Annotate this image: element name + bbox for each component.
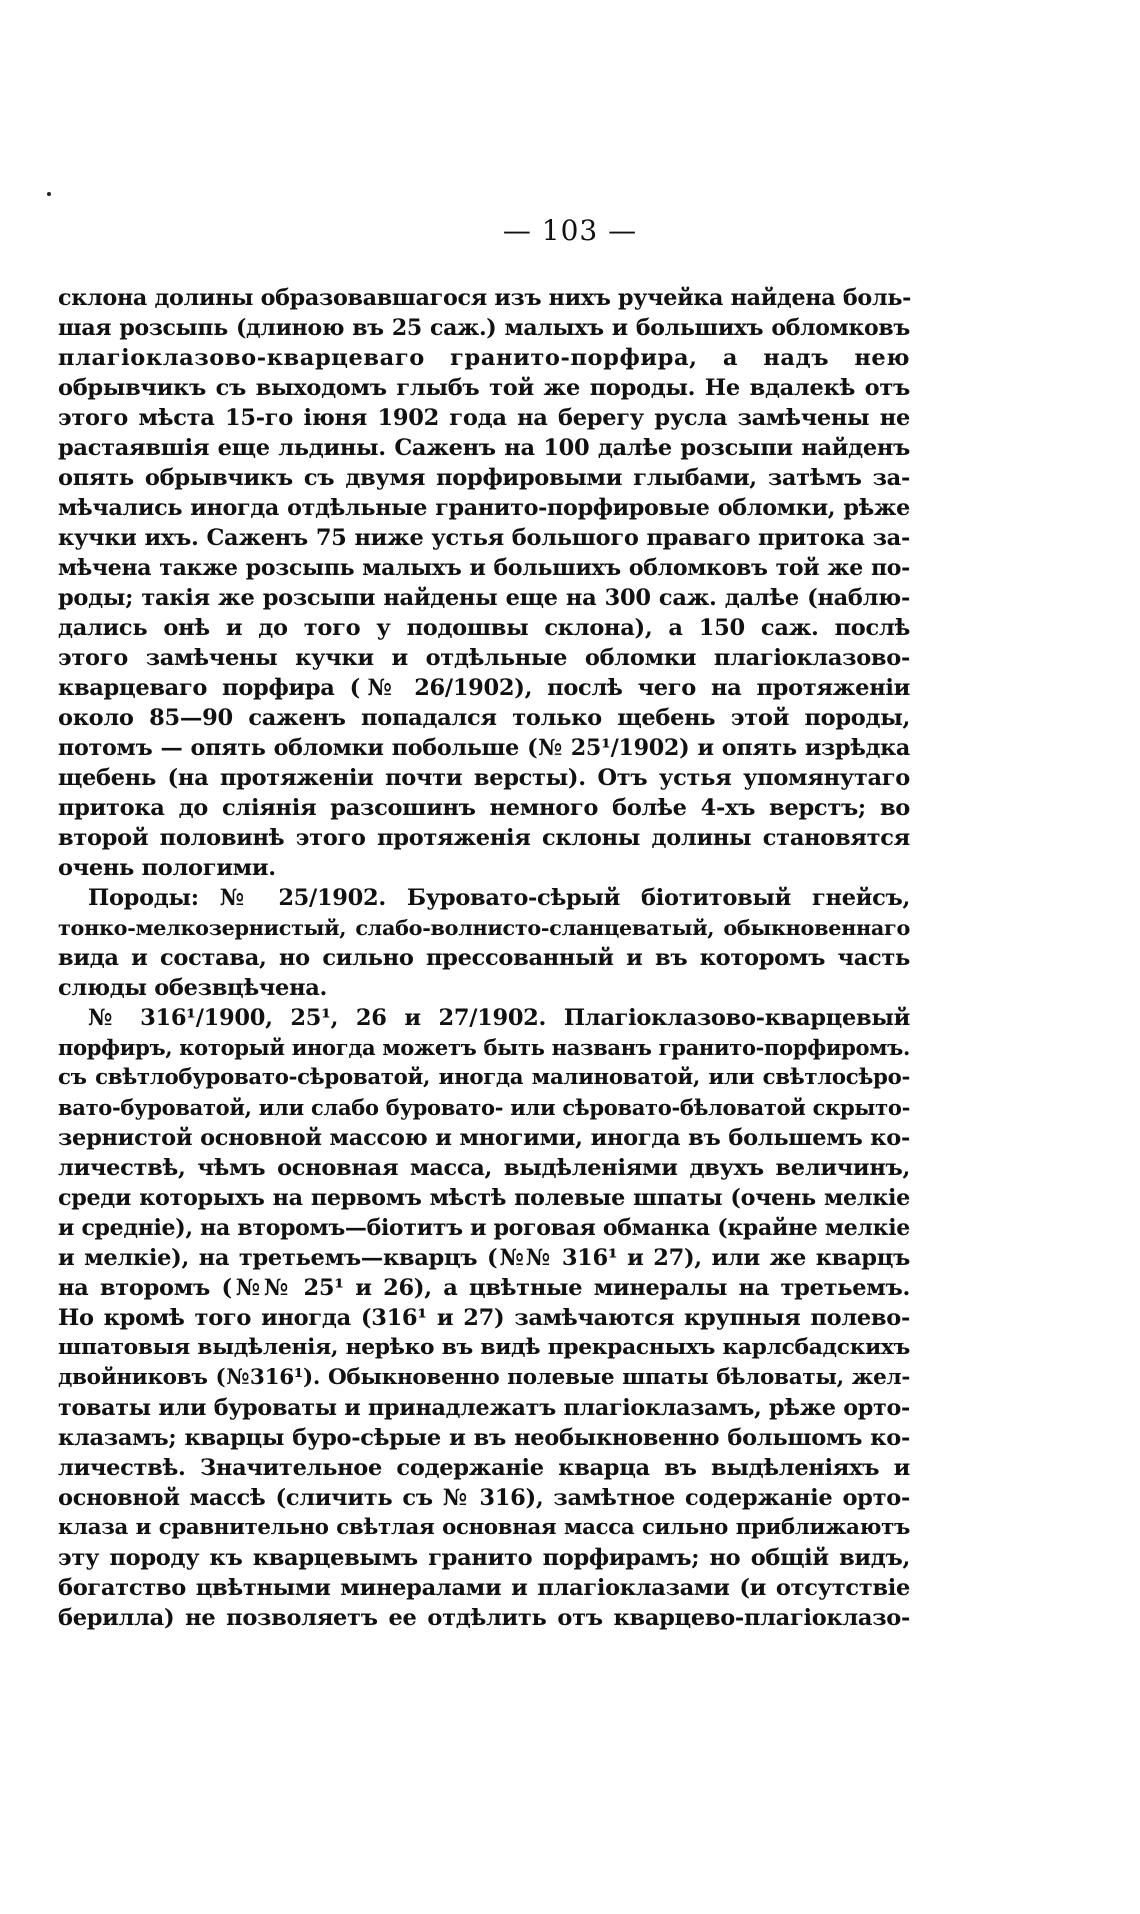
text-line: шая розсыпь (длиною въ 25 саж.) малыхъ и большихъ обломковъ xyxy=(58,315,910,341)
text-line: дались онѣ и до того у подошвы склона), а 150 саж. послѣ xyxy=(58,615,910,641)
text-line: личествѣ, чѣмъ основная масса, выдѣленіями двухъ величинъ, xyxy=(58,1155,910,1181)
text-line: растаявшія еще льдины. Саженъ на 100 далѣе розсыпи найденъ xyxy=(58,435,910,461)
text-line: вато-буроватой, или слабо буровато- или сѣровато-бѣловатой скрыто- xyxy=(58,1095,910,1120)
text-line: берилла) не позволяетъ ее отдѣлить отъ кварцево-плагіоклазо- xyxy=(58,1605,910,1631)
paragraph-end-line: слюды обезвцѣчена. xyxy=(58,975,328,1001)
paragraph-start-line: № 316¹/1900, 25¹, 26 и 27/1902. Плагіоклазово-кварцевый xyxy=(88,1005,910,1031)
text-line: опять обрывчикъ съ двумя порфировыми глыбами, затѣмъ за- xyxy=(58,465,910,491)
text-line: на второмъ (№№ 25¹ и 26), а цвѣтные минералы на третьемъ. xyxy=(58,1275,910,1301)
body-text xyxy=(58,283,910,1633)
paragraph-start-line: Породы: № 25/1902. Буровато-сѣрый біотитовый гнейсъ, xyxy=(88,885,910,911)
text-line: порфиръ, который иногда можетъ быть названъ гранито-порфиромъ. xyxy=(58,1035,910,1060)
text-line: вида и состава, но сильно прессованный и въ которомъ часть xyxy=(58,945,910,971)
text-line: притока до слiянія разсошинъ немного болѣе 4-хъ верстъ; во xyxy=(58,795,910,821)
text-line: потомъ — опять обломки побольше (№ 25¹/1902) и опять изрѣдка xyxy=(58,735,910,761)
text-line: съ свѣтлобуровато-сѣроватой, иногда малиноватой, или свѣтлосѣро- xyxy=(58,1065,910,1090)
text-line: среди которыхъ на первомъ мѣстѣ полевые шпаты (очень мелкіе xyxy=(58,1185,910,1211)
text-line: личествѣ. Значительное содержаніе кварца въ выдѣленіяхъ и xyxy=(58,1455,910,1481)
text-line: второй половинѣ этого протяженія склоны долины становятся xyxy=(58,825,910,851)
text-line: зернистой основной массою и многими, иногда въ большемъ ко- xyxy=(58,1125,910,1151)
text-line: тонко-мелкозернистый, слабо-волнисто-сланцеватый, обыкновеннаго xyxy=(58,916,910,940)
text-line: склона долины образовавшагося изъ нихъ ручейка найдена боль- xyxy=(58,285,912,311)
text-line: эту породу къ кварцевымъ гранито порфирамъ; но общій видъ, xyxy=(58,1545,910,1571)
text-line: и мелкіе), на третьемъ—кварцъ (№№ 316¹ и 27), или же кварцъ xyxy=(58,1245,910,1271)
text-line: товаты или буроваты и принадлежатъ плагіоклазамъ, рѣже орто- xyxy=(58,1395,910,1421)
text-line: шпатовыя выдѣленія, нерѣко въ видѣ прекрасныхъ карлсбадскихъ xyxy=(58,1335,910,1360)
text-line: около 85—90 саженъ попадался только щебень этой породы, xyxy=(58,705,910,731)
text-line: Но кромѣ того иногда (316¹ и 27) замѣчаются крупныя полево- xyxy=(58,1305,910,1331)
text-line: мѣчена также розсыпь малыхъ и большихъ обломковъ той же по- xyxy=(58,555,910,581)
text-line: клаза и сравнительно свѣтлая основная масса сильно приближаютъ xyxy=(58,1515,910,1540)
paragraph-end-line: очень пологими. xyxy=(58,855,276,881)
text-line: клазамъ; кварцы буро-сѣрые и въ необыкновенно большомъ ко- xyxy=(58,1425,910,1451)
page-number: — 103 — xyxy=(502,214,638,247)
text-line: плагіоклазово-кварцеваго гранито-порфира, а надъ нею xyxy=(58,345,910,371)
text-line: роды; такія же розсыпи найдены еще на 300 саж. далѣе (наблю- xyxy=(58,585,910,611)
text-line: щебень (на протяженіи почти версты). Отъ устья упомянутаго xyxy=(58,765,910,791)
text-line: этого мѣста 15-го іюня 1902 года на берегу русла замѣчены не xyxy=(58,405,910,431)
text-line: обрывчикъ съ выходомъ глыбъ той же породы. Не вдалекѣ отъ xyxy=(58,375,910,401)
text-line: основной массѣ (сличить съ № 316), замѣтное содержаніе орто- xyxy=(58,1485,910,1511)
text-line: мѣчались иногда отдѣльные гранито-порфировые обломки, рѣже xyxy=(58,495,910,521)
text-line: этого замѣчены кучки и отдѣльные обломки плагіоклазово- xyxy=(58,645,910,671)
text-line: богатство цвѣтными минералами и плагіоклазами (и отсутствіе xyxy=(58,1575,910,1601)
text-line: кварцеваго порфира (№ 26/1902), послѣ чего на протяженіи xyxy=(58,675,910,701)
text-line: и средніе), на второмъ—біотитъ и роговая обманка (крайне мелкіе xyxy=(58,1215,910,1241)
print-speck xyxy=(47,192,51,196)
text-line: двойниковъ (№316¹). Обыкновенно полевые шпаты бѣловаты, жел- xyxy=(58,1365,910,1390)
text-line: кучки ихъ. Саженъ 75 ниже устья большого праваго притока за- xyxy=(58,525,910,551)
